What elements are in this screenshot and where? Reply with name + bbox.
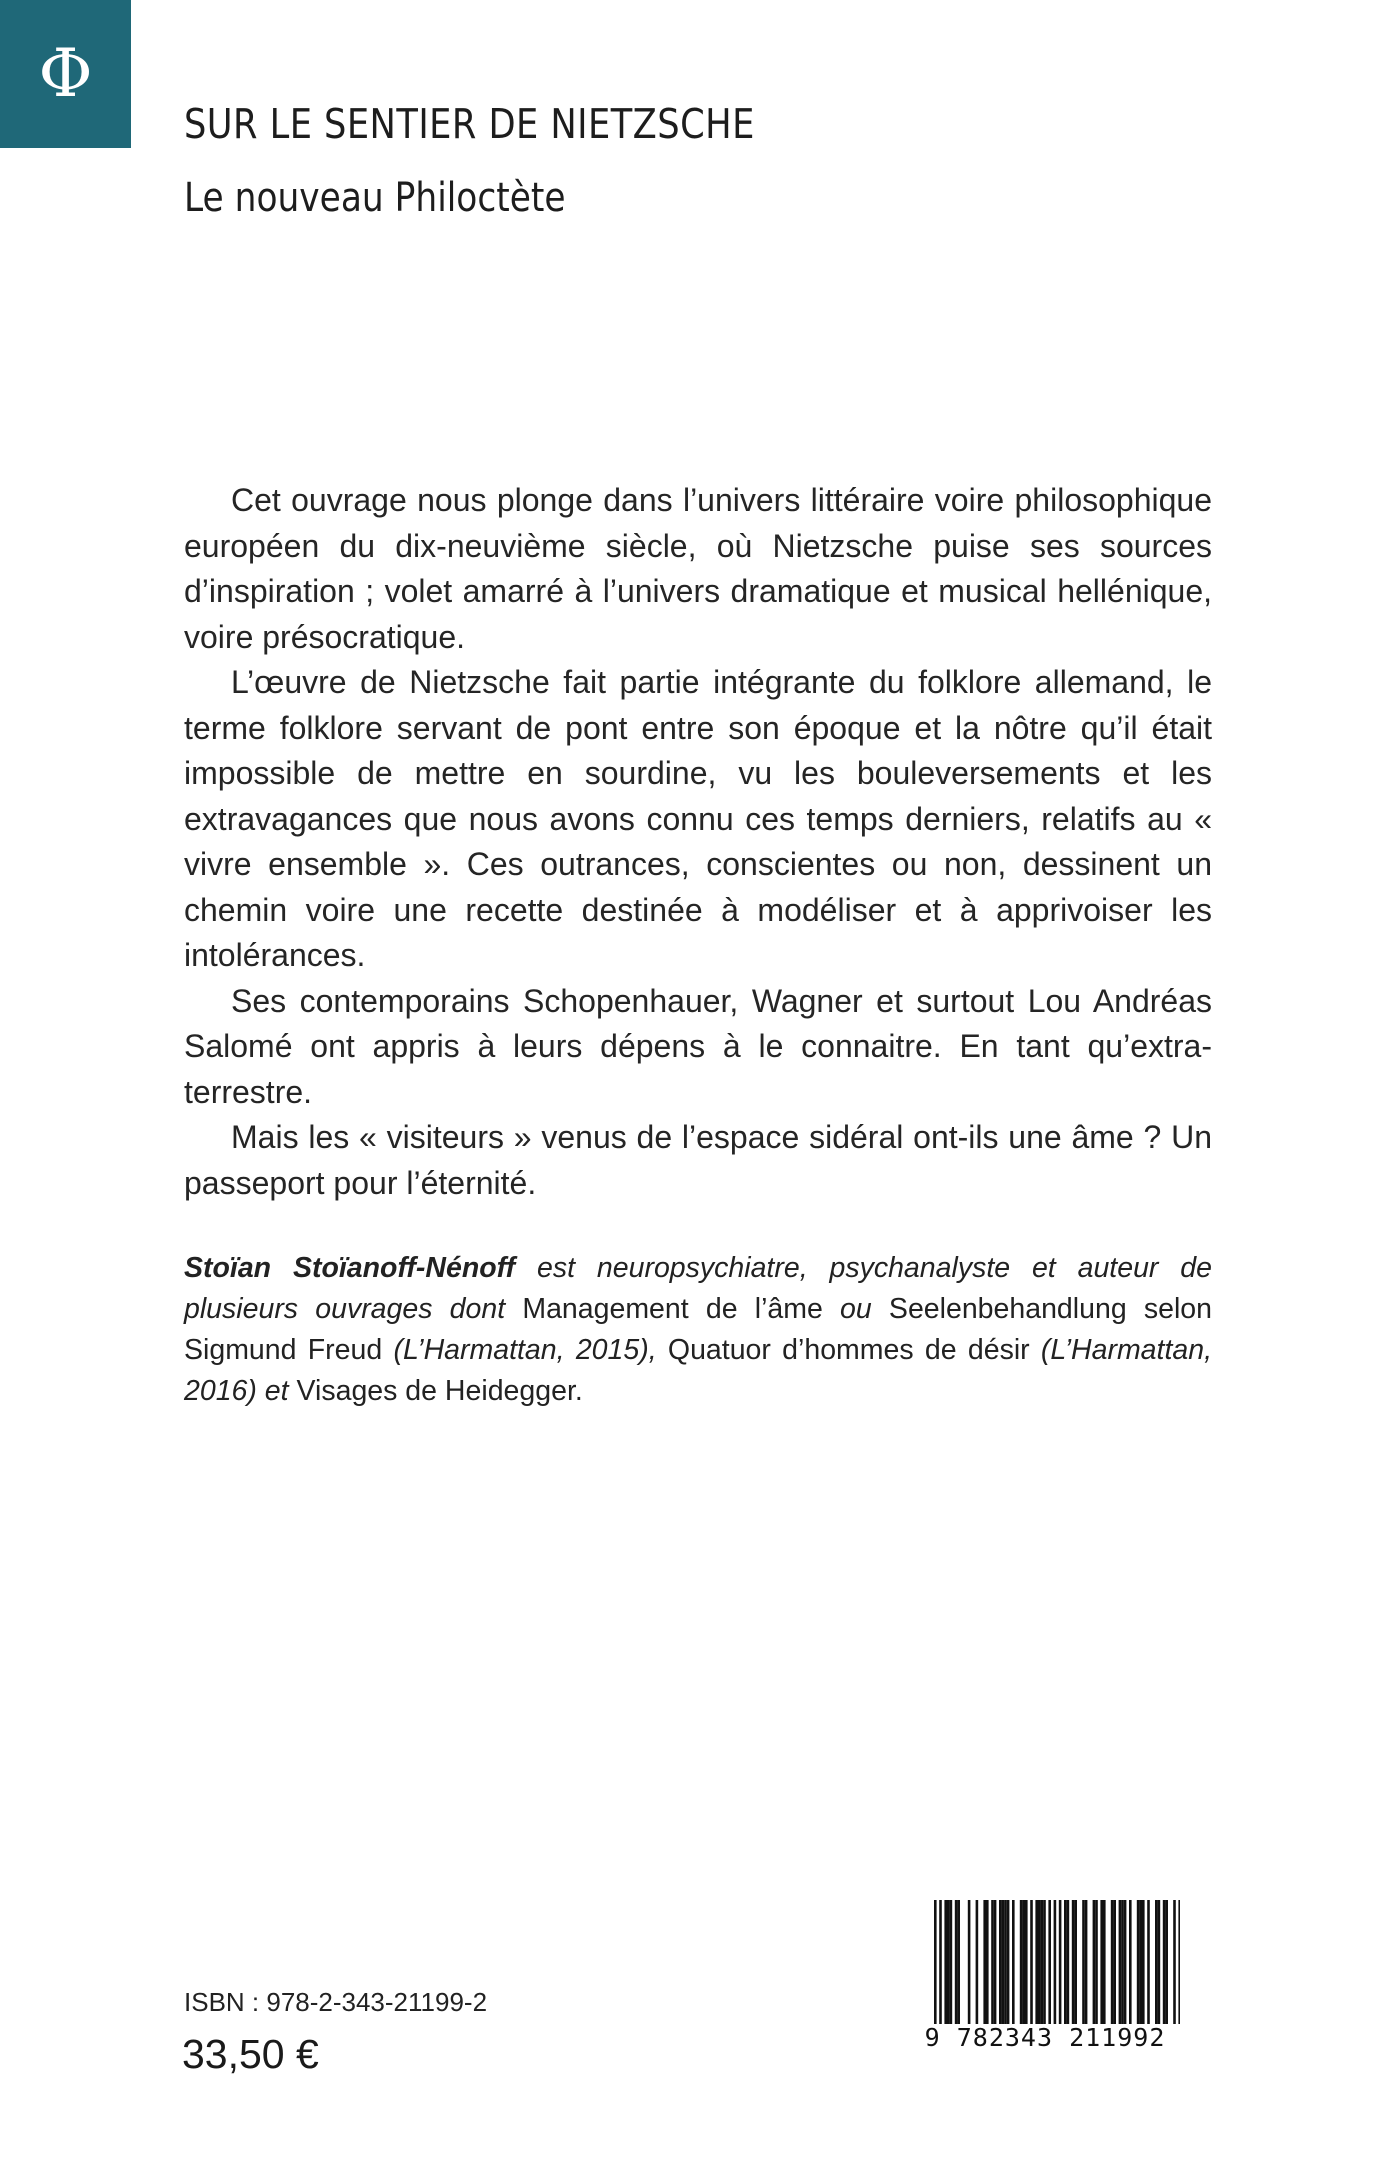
barcode-bar — [1064, 1900, 1067, 2024]
barcode-bar — [1129, 1900, 1132, 2024]
barcode-bar — [1093, 1900, 1096, 2024]
bio-book-title: Seelenbehandlung selon Sigmund Freud — [184, 1293, 1212, 1366]
bio-text: est neuropsychiatre, psychanalyste et auteur de plusieurs ouvrages dont — [184, 1252, 1212, 1325]
author-name: Stoïan Stoïanoff-Nénoff — [184, 1252, 516, 1284]
barcode-bar — [1158, 1900, 1161, 2024]
barcode-bar — [986, 1900, 989, 2024]
barcode-bar — [1142, 1900, 1145, 2024]
bio-text: ou — [840, 1293, 872, 1325]
barcode-bar — [1155, 1900, 1158, 2024]
barcode-bar — [976, 1900, 979, 2024]
book-subtitle: Le nouveau Philoctète — [184, 175, 566, 221]
barcode-digits: 9 782343 211992 — [910, 2024, 1180, 2052]
bio-publisher: (L’Harmattan, 2015), — [393, 1334, 657, 1366]
barcode-bar — [1121, 1900, 1124, 2024]
barcode-bar — [1165, 1900, 1168, 2024]
blurb-paragraph: Mais les « visiteurs » venus de l’espace sidéral ont-ils une âme ? Un passeport pour l’éternité. — [184, 1119, 1212, 1201]
barcode-bar — [1095, 1900, 1098, 2024]
bio-book-title: Visages de Heidegger. — [288, 1375, 583, 1407]
barcode-bar — [934, 1900, 937, 2040]
barcode-bar — [1043, 1900, 1046, 2024]
bio-publisher: (L’Harmattan, 2016) et — [184, 1334, 1212, 1407]
barcode-bar — [1012, 1900, 1015, 2024]
bio-book-title: Quatuor d’hommes de désir — [656, 1334, 1041, 1366]
barcode-bar — [944, 1900, 947, 2024]
barcode-bar — [1030, 1900, 1033, 2024]
barcode-bar — [1085, 1900, 1088, 2024]
barcode-bar — [1004, 1900, 1007, 2024]
barcode-bar — [1100, 1900, 1103, 2024]
barcode-bar — [983, 1900, 986, 2024]
blurb-paragraph: Cet ouvrage nous plonge dans l’univers littéraire voire philosophique européen du dix-neuvième siècle, où Nietzsche puise ses sources d’inspiration ; volet amarré à l’univers dramatique et musical hellénique, voire présocratique. — [184, 482, 1212, 655]
barcode-bar — [950, 1900, 953, 2024]
barcode-bar — [991, 1900, 994, 2024]
back-cover-blurb — [184, 478, 1212, 1206]
barcode-bar — [1025, 1900, 1028, 2024]
barcode-bar — [1147, 1900, 1150, 2024]
barcode-bar — [1059, 1900, 1062, 2040]
barcode-bar — [1022, 1900, 1025, 2024]
barcode-bar — [1041, 1900, 1044, 2024]
barcode-bar — [999, 1900, 1002, 2024]
barcode-bar — [1137, 1900, 1140, 2024]
barcode-bar — [1103, 1900, 1106, 2024]
publisher-logo — [0, 0, 131, 148]
barcode-bar — [1067, 1900, 1070, 2024]
price-label: 33,50 € — [182, 2031, 319, 2077]
barcode-bar — [1035, 1900, 1038, 2024]
author-bio — [184, 1248, 1212, 1412]
barcode-bar — [1020, 1900, 1023, 2024]
barcode-bar — [1002, 1900, 1005, 2024]
barcode-bar — [1048, 1900, 1051, 2024]
barcode-bar — [957, 1900, 960, 2024]
barcode-bar — [1082, 1900, 1085, 2024]
barcode-bar — [1007, 1900, 1010, 2024]
barcode-bar — [1163, 1900, 1166, 2024]
barcode-bar — [1178, 1900, 1180, 2040]
barcode-bar — [1124, 1900, 1127, 2024]
barcode-bar — [1139, 1900, 1142, 2024]
barcode-bar — [1173, 1900, 1176, 2040]
barcode-bar — [1038, 1900, 1041, 2024]
barcode-bar — [994, 1900, 997, 2024]
blurb-paragraph: Ses contemporains Schopenhauer, Wagner et surtout Lou Andréas Salomé ont appris à leurs dépens à le connaitre. En tant qu’extra-terrestre. — [184, 982, 1212, 1110]
barcode-bar — [1054, 1900, 1057, 2040]
ean13-barcode — [910, 1900, 1180, 2050]
barcode-bar — [947, 1900, 950, 2024]
phi-logo-icon: Φ — [38, 35, 93, 112]
barcode-bar — [1119, 1900, 1122, 2024]
barcode-bar — [1072, 1900, 1075, 2024]
barcode-bar — [1074, 1900, 1077, 2024]
barcode-bar — [1113, 1900, 1116, 2024]
book-title: SUR LE SENTIER DE NIETZSCHE — [184, 100, 755, 148]
bio-book-title: Management de l’âme — [522, 1293, 841, 1325]
blurb-paragraph: L’œuvre de Nietzsche fait partie intégrante du folklore allemand, le terme folklore servant de pont entre son époque et la nôtre qu’il était impossible de mettre en sourdine, vu les bouleversements et les extravagances que nous avons connu ces temps derniers, relatifs au « vivre ensemble ». Ces outrances, conscientes ou non, dessinent un chemin voire une recette destinée à modéliser et à apprivoiser les intolérances. — [184, 664, 1212, 973]
barcode-bar — [968, 1900, 971, 2024]
barcode-bar — [955, 1900, 958, 2024]
barcode-bar — [939, 1900, 942, 2040]
isbn-label: ISBN : 978-2-343-21199-2 — [184, 1987, 488, 2017]
barcode-bar — [1111, 1900, 1114, 2024]
